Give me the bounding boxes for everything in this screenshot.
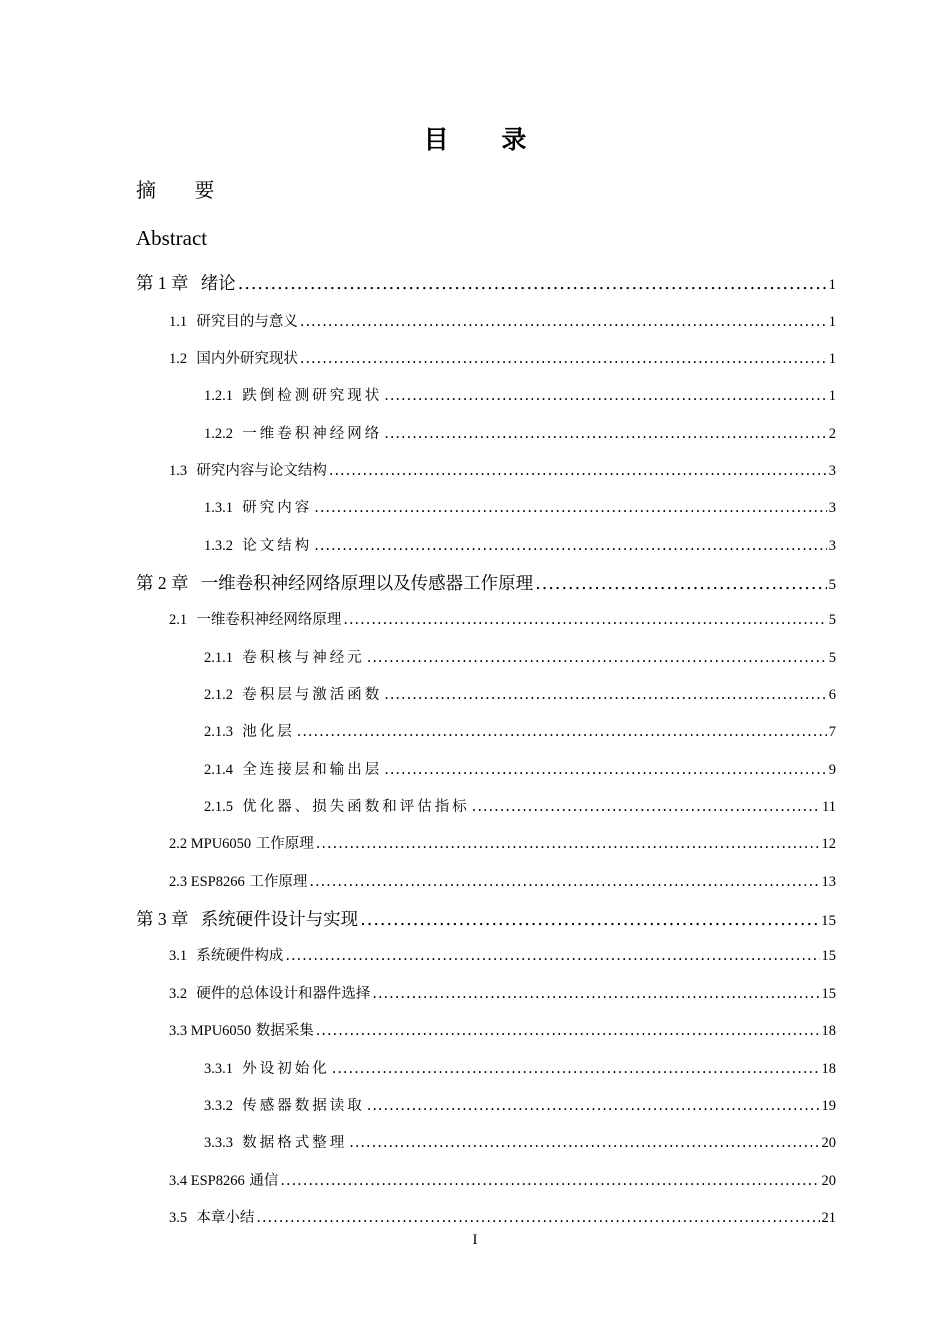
- dot-leader: [349, 1135, 819, 1151]
- entry-number: 2.1.2: [204, 687, 233, 703]
- entry-page: 5: [828, 577, 836, 593]
- entry-number: 1.3.2: [204, 538, 233, 554]
- toc-entry-2-1-3[interactable]: [204, 720, 836, 741]
- dot-leader: [384, 388, 827, 404]
- entry-page: 15: [821, 948, 836, 964]
- toc-title: 目 录: [423, 125, 549, 154]
- entry-title: 工作原理: [249, 874, 308, 890]
- entry-number: 2.3 ESP8266: [169, 874, 245, 890]
- entry-title: 硬件的总体设计和器件选择: [196, 986, 371, 1002]
- dot-leader: [314, 538, 827, 554]
- entry-number: 2.2 MPU6050: [169, 836, 252, 852]
- entry-title: 一维卷积神经网络: [242, 426, 383, 442]
- entry-number: 3.1: [169, 948, 188, 964]
- entry-page: 6: [828, 687, 836, 703]
- page-number-footer: I: [472, 1232, 478, 1248]
- dot-leader: [256, 1210, 819, 1226]
- zh-abstract-entry[interactable]: 摘 要: [136, 178, 231, 202]
- entry-title: 卷积层与激活函数: [242, 687, 383, 703]
- toc-entry-3-1[interactable]: [169, 944, 836, 965]
- toc-entry-2-3[interactable]: [169, 870, 836, 891]
- toc-entry-1-3-1[interactable]: [204, 496, 836, 517]
- entry-title: 论文结构: [242, 538, 313, 554]
- toc-entry-3-3-2[interactable]: [204, 1094, 836, 1115]
- entry-page: 12: [821, 836, 836, 852]
- entry-title: 外设初始化: [242, 1061, 330, 1077]
- entry-page: 5: [828, 650, 836, 666]
- entry-title: 通信: [249, 1173, 279, 1189]
- entry-page: 20: [821, 1173, 836, 1189]
- entry-number: 2.1.5: [204, 799, 233, 815]
- entry-page: 9: [828, 762, 836, 778]
- entry-title: 一维卷积神经网络原理以及传感器工作原理: [200, 574, 534, 594]
- toc-entry-3-4[interactable]: [169, 1169, 836, 1190]
- entry-number: 3.5: [169, 1210, 188, 1226]
- dot-leader: [316, 836, 820, 852]
- dot-leader: [300, 314, 827, 330]
- entry-page: 21: [821, 1210, 836, 1226]
- entry-number: 1.1: [169, 314, 188, 330]
- dot-leader: [472, 799, 820, 815]
- entry-title: 数据采集: [255, 1023, 314, 1039]
- entry-number: 1.2: [169, 351, 188, 367]
- entry-title: 优化器、损失函数和评估指标: [242, 799, 470, 815]
- toc-entry-1-3[interactable]: [169, 459, 836, 480]
- entry-title: 池化层: [242, 724, 295, 740]
- entry-number: 3.3.2: [204, 1098, 233, 1114]
- dot-leader: [367, 1098, 820, 1114]
- entry-title: 绪论: [200, 274, 236, 294]
- entry-title: 研究内容: [242, 500, 313, 516]
- toc-entry-chapter-2[interactable]: [136, 570, 836, 595]
- dot-leader: [372, 986, 819, 1002]
- dot-leader: [343, 612, 826, 628]
- dot-leader: [535, 574, 826, 594]
- toc-entry-chapter-3[interactable]: [136, 906, 836, 931]
- toc-entry-1-3-2[interactable]: [204, 534, 836, 555]
- entry-page: 18: [821, 1061, 836, 1077]
- entry-page: 15: [821, 913, 836, 929]
- toc-entry-1-2[interactable]: [169, 347, 836, 368]
- entry-page: 7: [828, 724, 836, 740]
- entry-title: 数据格式整理: [242, 1135, 348, 1151]
- entry-title: 一维卷积神经网络原理: [196, 612, 342, 628]
- entry-page: 20: [821, 1135, 836, 1151]
- entry-page: 1: [828, 388, 836, 404]
- entry-page: 3: [828, 500, 836, 516]
- entry-title: 本章小结: [196, 1210, 255, 1226]
- entry-number: 2.1.3: [204, 724, 233, 740]
- entry-page: 19: [821, 1098, 836, 1114]
- en-abstract-entry[interactable]: Abstract: [136, 226, 208, 250]
- entry-page: 3: [828, 463, 836, 479]
- toc-entry-3-3-1[interactable]: [204, 1057, 836, 1078]
- toc-entry-2-2[interactable]: [169, 832, 836, 853]
- toc-entry-1-2-1[interactable]: [204, 384, 836, 405]
- dot-leader: [329, 463, 827, 479]
- dot-leader: [360, 910, 819, 930]
- entry-page: 13: [821, 874, 836, 890]
- dot-leader: [285, 948, 819, 964]
- entry-page: 15: [821, 986, 836, 1002]
- entry-page: 1: [828, 277, 836, 293]
- toc-entry-2-1-1[interactable]: [204, 646, 836, 667]
- entry-page: 1: [828, 314, 836, 330]
- dot-leader: [367, 650, 827, 666]
- entry-page: 5: [828, 612, 836, 628]
- entry-page: 2: [828, 426, 836, 442]
- entry-page: 11: [822, 799, 836, 815]
- toc-entry-3-3-3[interactable]: [204, 1131, 836, 1152]
- entry-title: 系统硬件构成: [196, 948, 284, 964]
- dot-leader: [316, 1023, 820, 1039]
- toc-entry-2-1[interactable]: [169, 608, 836, 629]
- entry-number: 3.4 ESP8266: [169, 1173, 245, 1189]
- dot-leader: [297, 724, 827, 740]
- dot-leader: [384, 426, 827, 442]
- toc-entry-chapter-1[interactable]: [136, 270, 836, 295]
- dot-leader: [300, 351, 827, 367]
- toc-entry-3-2[interactable]: [169, 982, 836, 1003]
- dot-leader: [280, 1173, 819, 1189]
- entry-title: 工作原理: [255, 836, 314, 852]
- entry-number: 2.1.4: [204, 762, 233, 778]
- entry-number: 1.2.2: [204, 426, 233, 442]
- entry-number: 第 3 章: [136, 909, 189, 929]
- entry-page: 1: [828, 351, 836, 367]
- toc-entry-3-3[interactable]: [169, 1019, 836, 1040]
- entry-number: 第 1 章: [136, 273, 189, 293]
- entry-number: 1.2.1: [204, 388, 233, 404]
- entry-title: 系统硬件设计与实现: [200, 910, 359, 930]
- entry-number: 1.3: [169, 463, 188, 479]
- entry-title: 全连接层和输出层: [242, 762, 383, 778]
- entry-page: 18: [821, 1023, 836, 1039]
- toc-entry-3-5[interactable]: [169, 1206, 836, 1227]
- toc-entry-2-1-2[interactable]: [204, 683, 836, 704]
- entry-number: 3.3.1: [204, 1061, 233, 1077]
- entry-number: 3.2: [169, 986, 188, 1002]
- entry-title: 跌倒检测研究现状: [242, 388, 383, 404]
- entry-title: 卷积核与神经元: [242, 650, 365, 666]
- dot-leader: [384, 762, 827, 778]
- toc-entry-1-2-2[interactable]: [204, 422, 836, 443]
- entry-number: 2.1.1: [204, 650, 233, 666]
- entry-number: 3.3.3: [204, 1135, 233, 1151]
- entry-page: 3: [828, 538, 836, 554]
- entry-title: 传感器数据读取: [242, 1098, 365, 1114]
- entry-number: 第 2 章: [136, 573, 189, 593]
- entry-title: 研究内容与论文结构: [196, 463, 327, 479]
- dot-leader: [314, 500, 827, 516]
- toc-entry-2-1-5[interactable]: [204, 795, 836, 816]
- dot-leader: [332, 1061, 820, 1077]
- entry-number: 1.3.1: [204, 500, 233, 516]
- toc-entry-1-1[interactable]: [169, 310, 836, 331]
- entry-number: 3.3 MPU6050: [169, 1023, 252, 1039]
- entry-number: 2.1: [169, 612, 188, 628]
- toc-entry-2-1-4[interactable]: [204, 758, 836, 779]
- entry-title: 研究目的与意义: [196, 314, 298, 330]
- dot-leader: [384, 687, 827, 703]
- entry-title: 国内外研究现状: [196, 351, 298, 367]
- dot-leader: [309, 874, 819, 890]
- dot-leader: [238, 274, 827, 294]
